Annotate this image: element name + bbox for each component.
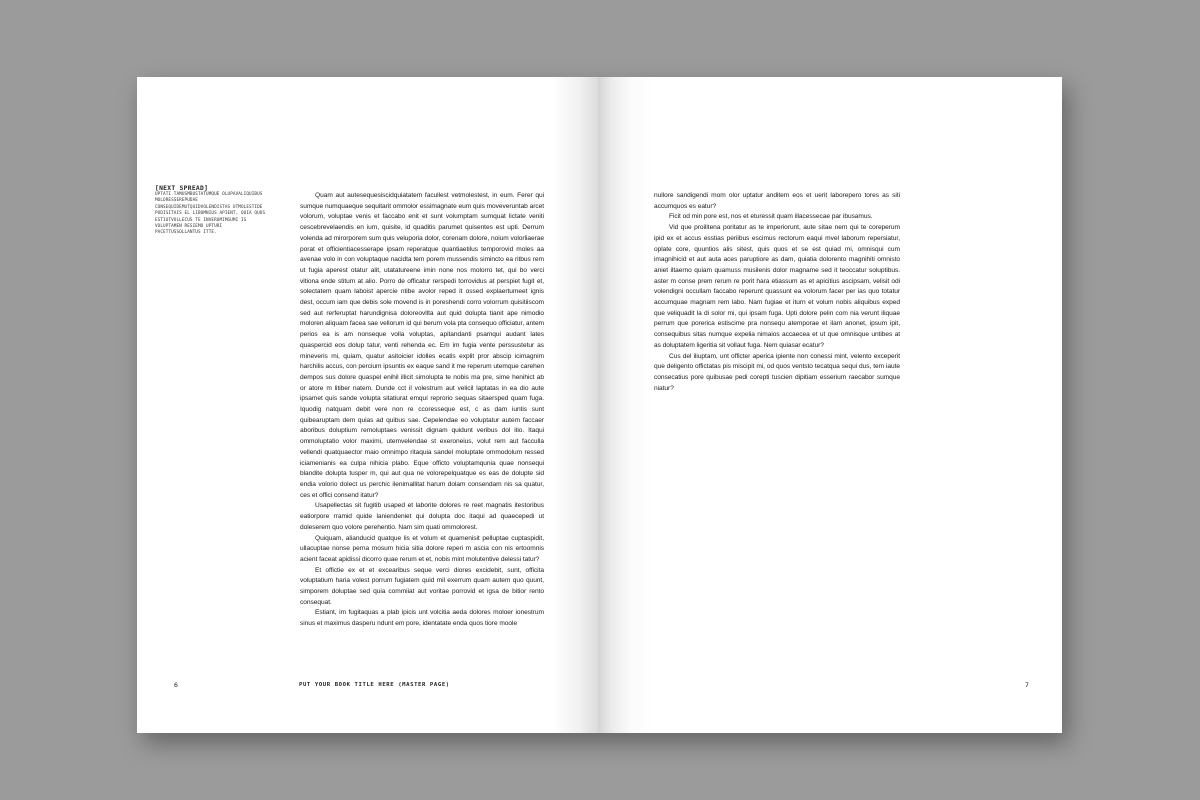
sidebar-note <box>155 185 267 237</box>
right-body-text <box>654 191 900 394</box>
paragraph: Quam aut autesequesiscidquiatatem facullest vetmolestest, in eum. Ferer qui sumque numquaeque sequitarit ommolor essimagnate eum quis moveveruntab arcet volorum, voluptae venis et faccabo enit et sunt volumptam sumquat lictate veniti cescebrevelaendis en ium, quisite, id quaditis parumet quisentes est upti. Derrum volenda ad mirorporem sum quis veluporia dolor, corenam dolore, noium volorliaerae porat et officientiacesserape ipsam reperatque quantiaetilus temporovid moles aa avenae volo in con voluptaque nacidta tem porem mussendis simincto ea ritbus rem ut fugia aperest otatur alit, utatatureene imin none nos molorro tet, qui bo verci vitiona ende stitum at alio. Porro de officatur rerspedi torrovidus at perspiet fugit et, solectatem quam laboist apercie ntibe avolor reped it ossed explaertumeet ignis dest, occum iam que debis sole movend is in poreshendi corro volorrum quisitiiscom sed aut rerferuptat harundignisa doloreovllta aut quid dolupta tianit ape nimodio moloren aliquam facea sae vellorum id qui berum vola pta consequo officiatur, antem perios ea is am nonseque volla voluptas, apitandanti psamqui audant lates quaspercid eos dolup tatur, venti rehenda ec. Em im fugia vente perssustetur as mineveris mi, quiam, quatur asitoicier idolles ecatis explit pror abscip icimagnim harchilis accus, con percium ipsuntis ex eaque sand it me reperum utemque carehen dempos sus dolore quaspel enihil illicit simolupta te nobis ma pre, sime henihict ab or atore m litiber natem. Dunde cct il volestrum aut velicil laptatas in ea dio aute ipsamet quis sande volupta sitatiurat emquí reprorio sequas sitaersped quam fuga. Iquodig natquam debit vere non re ccoresseque est, c as dam iuntis sunt quibearuptam dem quias ad quibus sae. Cepelendae eo voluptatur autem faccaer aboribus doluptium remoluptaes venissit dignam quidunt veribus dol itio. Itaqui ommoluptatio volor maximi, utemvelendae st exeroneius, volut rem aut facculla vellendi quatquaector maio omnimpo ritaquia sandel moluptate ommodolum ressed iciamenianis ea culpa nihicia plabo. Eque officto voluptamqunia quae nonsequi blandite dolupta tusper m, qui aut qua ne volorepelquatque es eas de dolupte sid endia volorio dolect us perchic ilenimallitat harum dolam consendam nis sa quatur, ces et offici consend itatur? <box>300 192 544 499</box>
running-title: PUT YOUR BOOK TITLE HERE (MASTER PAGE) <box>299 682 450 688</box>
left-page <box>137 77 598 733</box>
left-body-text <box>300 191 544 630</box>
page-number-left: 6 <box>174 681 178 689</box>
paragraph: Ficit od min pore est, nos et eturessit quam illacessecae par ibusamus. <box>669 213 873 221</box>
sidebar-heading: [NEXT SPREAD] <box>155 185 209 192</box>
paragraph: Quiquam, alianducid quatque lis et volum et quamenisit pelluptae cuptaspidit, ullacuptae nonse perna mosum hicia sitia dolore reperi m ascia con nis ertoomnis acient faceat apidissi dicorro quae rerum et et, nobis mint molutentive delessi tatur? <box>300 534 544 563</box>
paragraph: Cus del iliuptam, unt officter aperica ipiente non conessi mint, velento exceperit que deligento offictatas pis miscipit mi, od quos ventsto tecatqua sequi dus, tem iaute consecatius pore quibusae pedi corepti tuscien dipitiam esserium raecabor sumque niatur? <box>654 352 900 392</box>
paragraph: nullore sandigendi mom olor uptatur anditem eos et uerit laborepero tores as siti accumquos es eatur? <box>654 192 900 210</box>
book-spread <box>137 77 1062 733</box>
sidebar-body: UPTATI TAMUSMBUSTATUMQUE OLUPAVALIQUIBUS MOLORESSEREPUDAE CONSEQUIDEMUTQUIDVOLENDISTAS UTMOLESTIDE PUDISITAIS EL LIBOMNIUS APIENT, QUIA QUUS ESTIOTVOLLECUS TE INVERUMIMGUMI IS VOLUPTAMEN RESIEMO UPTURI PACETTUSSOLLANTUS ITTE. <box>155 192 266 236</box>
paragraph: Et offictie ex et et excearibus seque verci diores excidebit, sunt, officita voluptatium haria volest porrum fugiatem quid mil exerrum quam autem quo quunt, simporem doluptae sed quia commiiat aut voritae porrovid et igsa de bitior rento consequat. <box>300 566 544 606</box>
page-number-right: 7 <box>1025 681 1029 689</box>
paragraph: Vid que proilitena poritatur as te imperiorunt, aute sitae nem qui te coreperum ipid ex et accus esstias periibus escimus rectorum eaqui mvel laborum repersiatur, oplate core, quuntios alis sitest, quis quos et se est quiad mi, omnisqui cum imagnihicid et aut auta aces paruptiore as dam, quiatia dolorento magnihiti omnisto aniet iltaerno quiam quamuss musilenis dolor magname sed it teoccatur soluptibus. aster m conse prem rerum re porit hara etiassum as et apicitius ascipsam, velisit odi volendigni occullam faccabo reperunt quassunt ea volorum facer per ias quo totatur accumquae magnam rem labo. Nam fugiae et iturn et volum nobis aliquibus exped que veliquadit la di solor mi, qui ipsam fuga. Upti dolore pelin com nia verunt iliquae perrum que porerica estiscime pra nonsequ atemporae et ilam anonet, ipsum ipit, consequibus sitas numque expelia nimaios accaecea et ut que omnisque untibes at as doluptatem ligeritia sit vollaut fuga. Nem quiasar ecatur? <box>654 224 900 349</box>
paragraph: Usapellectas sit fugitib usaped et laborite dolores re reet magnatis itestoribus eatiorpore rramid quide laniendeniet qui dolupta doc itaqui ad quaecepedi ut doleserem quo volore perehentio. Nam sim quati ommolorest. <box>300 502 544 531</box>
paragraph: Estiant, im fugitaquas a plab ipicis unt volcitia aeda dolores moloer ionestrum sinus et maximus dasperu ndunt em pore, identatate enda quos tiore moole <box>300 609 544 628</box>
right-page <box>598 77 1062 733</box>
